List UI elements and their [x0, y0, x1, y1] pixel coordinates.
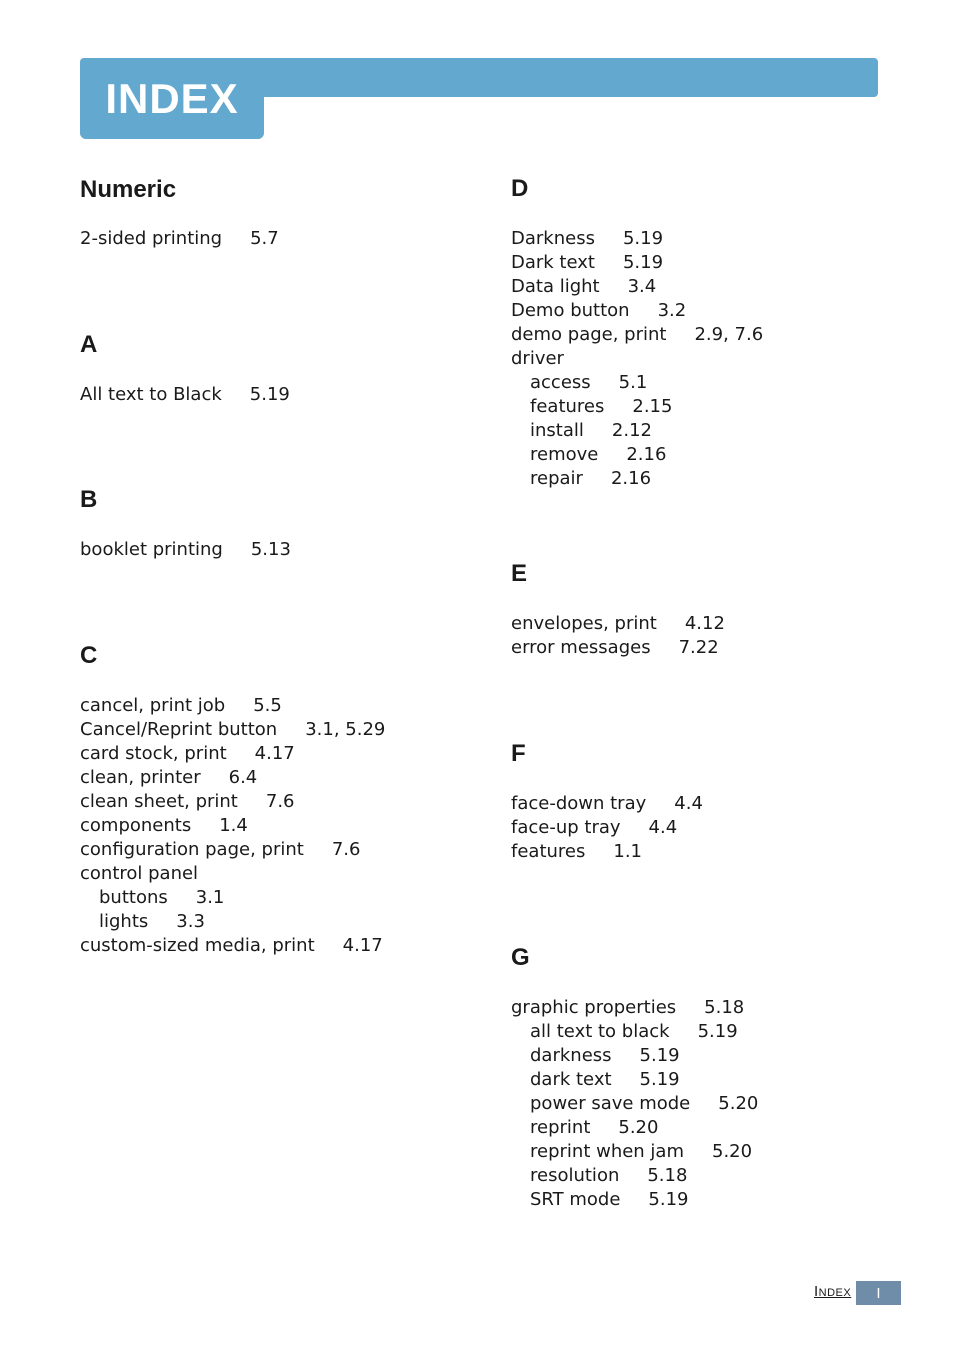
index-subentry: [511, 371, 763, 395]
index-subentry: [511, 1068, 758, 1092]
section-heading: B: [80, 486, 98, 513]
index-entry: [80, 538, 291, 562]
index-page-ref: 3.4: [627, 276, 657, 297]
index-term: Darkness: [511, 228, 595, 249]
index-entry: [511, 227, 763, 251]
index-page-ref: 3.3: [176, 911, 205, 932]
index-page-ref: 5.13: [250, 539, 291, 560]
index-entry: [80, 862, 385, 886]
footer-page-number: I: [856, 1281, 901, 1305]
index-page-ref: 7.6: [331, 839, 361, 860]
index-term: access: [530, 372, 591, 393]
section-heading: D: [511, 175, 529, 202]
index-entry: [511, 636, 725, 660]
index-entry: [511, 840, 703, 864]
index-term: features: [511, 841, 586, 862]
index-term: graphic properties: [511, 997, 677, 1018]
index-page-ref: 1.4: [219, 815, 248, 836]
index-subentry: [511, 1020, 758, 1044]
index-entry-list: [80, 538, 291, 562]
index-term: clean sheet, print: [80, 791, 238, 812]
index-page-ref: 2.16: [610, 468, 652, 489]
index-page-ref: 5.19: [697, 1021, 738, 1042]
index-entry: [511, 323, 763, 347]
index-page-ref: 2.15: [632, 396, 673, 417]
section-heading: E: [511, 560, 528, 587]
index-page-ref: 5.20: [618, 1117, 659, 1138]
section-heading: Numeric: [80, 176, 177, 203]
index-term: driver: [511, 348, 564, 369]
index-page-ref: 5.19: [639, 1045, 680, 1066]
index-term: components: [80, 815, 192, 836]
index-entry: [80, 694, 385, 718]
index-term: control panel: [80, 863, 199, 884]
index-page-ref: 4.17: [342, 935, 383, 956]
index-term: booklet printing: [80, 539, 223, 560]
index-term: error messages: [511, 637, 651, 658]
index-term: resolution: [530, 1165, 620, 1186]
index-term: remove: [530, 444, 599, 465]
index-entry: [511, 299, 763, 323]
index-term: All text to Black: [80, 384, 222, 405]
index-term: clean, printer: [80, 767, 201, 788]
index-entry: [511, 612, 725, 636]
page-title: INDEX: [105, 74, 239, 122]
index-page-ref: 4.4: [648, 817, 678, 838]
index-entry: [80, 718, 385, 742]
index-entry: [80, 838, 385, 862]
index-page-ref: 5.19: [639, 1069, 680, 1090]
index-entry: [80, 227, 279, 251]
index-page-ref: 1.1: [613, 841, 643, 862]
index-term: reprint: [530, 1117, 591, 1138]
index-page-ref: 3.1, 5.29: [305, 719, 386, 740]
index-page-ref: 5.1: [618, 372, 648, 393]
index-term: demo page, print: [511, 324, 667, 345]
index-term: SRT mode: [530, 1189, 621, 1210]
index-page-ref: 2.9, 7.6: [694, 324, 764, 345]
index-term: repair: [530, 468, 583, 489]
index-term: card stock, print: [80, 743, 227, 764]
index-entry-list: [80, 227, 279, 251]
index-term: Data light: [511, 276, 600, 297]
index-subentry: [511, 1164, 758, 1188]
index-entry: [511, 275, 763, 299]
index-page-ref: 5.19: [648, 1189, 689, 1210]
index-page-ref: 5.7: [250, 228, 279, 249]
index-entry: [511, 251, 763, 275]
index-page-ref: 5.18: [704, 997, 745, 1018]
index-entry: [80, 790, 385, 814]
index-page-ref: 5.19: [249, 384, 290, 405]
index-entry-list: [511, 996, 758, 1212]
index-page-ref: 4.4: [674, 793, 703, 814]
index-subentry: [511, 1044, 758, 1068]
index-term: Cancel/Reprint button: [80, 719, 278, 740]
index-page-ref: 4.17: [254, 743, 295, 764]
index-subentry: [511, 443, 763, 467]
index-subentry: [511, 395, 763, 419]
index-subentry: [80, 910, 385, 934]
index-subentry: [80, 886, 385, 910]
index-page-ref: 3.2: [657, 300, 687, 321]
index-entry: [80, 934, 385, 958]
index-term: configuration page, print: [80, 839, 304, 860]
index-term: lights: [99, 911, 149, 932]
index-page-ref: 4.12: [684, 613, 725, 634]
index-page-ref: 6.4: [228, 767, 258, 788]
index-page-ref: 5.19: [622, 252, 664, 273]
index-entry-list: [80, 383, 290, 407]
index-term: custom-sized media, print: [80, 935, 315, 956]
index-page-ref: 5.19: [622, 228, 664, 249]
index-term: power save mode: [530, 1093, 691, 1114]
index-entry-list: [511, 612, 725, 660]
index-term: 2-sided printing: [80, 228, 223, 249]
index-term: face-up tray: [511, 817, 621, 838]
index-entry: [511, 816, 703, 840]
index-term: envelopes, print: [511, 613, 657, 634]
footer-section-label: Index: [814, 1283, 852, 1300]
index-subentry: [511, 1092, 758, 1116]
section-heading: G: [511, 944, 530, 971]
index-entry: [80, 742, 385, 766]
index-term: install: [530, 420, 584, 441]
index-page-ref: 5.20: [718, 1093, 759, 1114]
index-term: face-down tray: [511, 793, 647, 814]
index-term: reprint when jam: [530, 1141, 684, 1162]
index-subentry: [511, 1140, 758, 1164]
index-page-ref: 7.22: [678, 637, 719, 658]
index-subentry: [511, 1188, 758, 1212]
index-entry: [80, 383, 290, 407]
index-term: darkness: [530, 1045, 612, 1066]
section-heading: A: [80, 331, 98, 358]
index-term: dark text: [530, 1069, 612, 1090]
index-entry: [511, 347, 763, 371]
index-entry: [511, 996, 758, 1020]
index-entry-list: [511, 792, 703, 864]
index-term: features: [530, 396, 605, 417]
index-page-ref: 5.18: [647, 1165, 688, 1186]
index-page-ref: 7.6: [265, 791, 295, 812]
index-entry: [80, 766, 385, 790]
index-term: Demo button: [511, 300, 630, 321]
section-heading: C: [80, 642, 98, 669]
index-page-ref: 5.5: [253, 695, 282, 716]
index-term: cancel, print job: [80, 695, 226, 716]
index-entry: [511, 792, 703, 816]
index-page-ref: 2.16: [626, 444, 667, 465]
section-heading: F: [511, 740, 526, 767]
index-subentry: [511, 1116, 758, 1140]
index-page-ref: 2.12: [611, 420, 652, 441]
index-term: all text to black: [530, 1021, 670, 1042]
index-entry-list: [80, 694, 385, 958]
index-term: Dark text: [511, 252, 595, 273]
index-entry: [80, 814, 385, 838]
index-page-ref: 5.20: [712, 1141, 753, 1162]
index-entry-list: [511, 227, 763, 491]
index-page-ref: 3.1: [195, 887, 225, 908]
index-term: buttons: [99, 887, 168, 908]
index-subentry: [511, 419, 763, 443]
index-subentry: [511, 467, 763, 491]
